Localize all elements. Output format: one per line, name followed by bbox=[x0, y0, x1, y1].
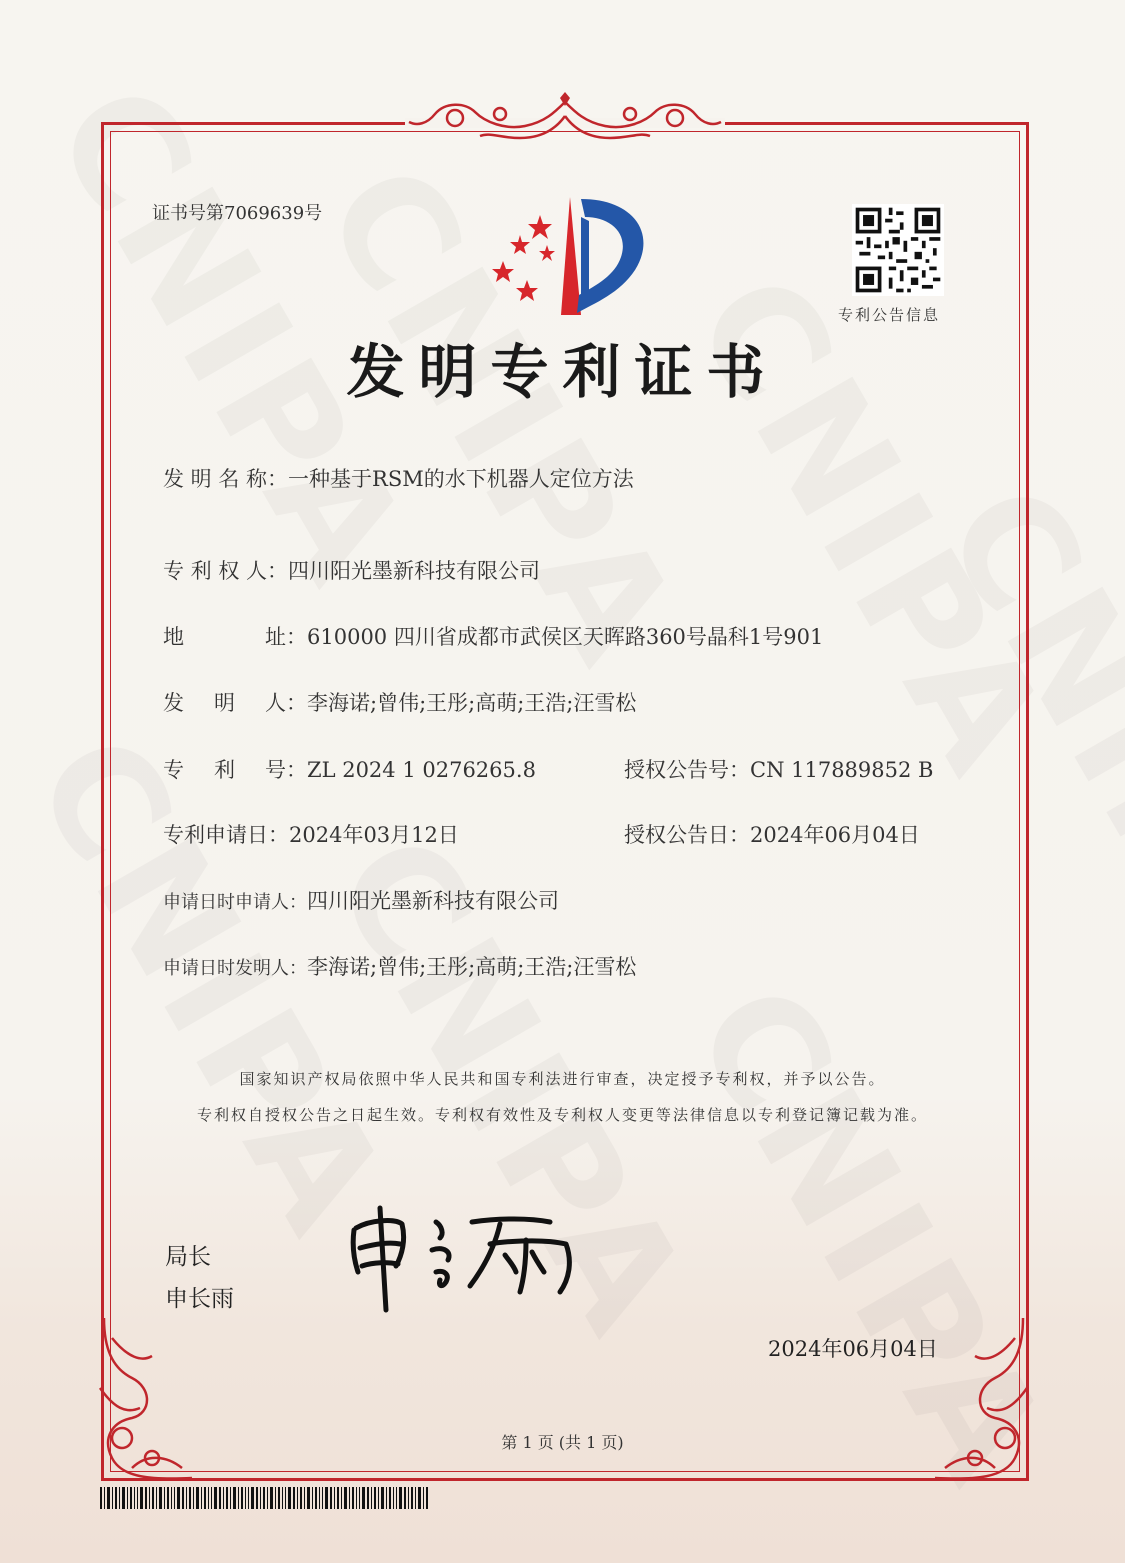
field-label: 专利申请日： bbox=[163, 823, 289, 847]
field-label: 发 明 名 称： bbox=[163, 467, 289, 491]
field-label: 明 bbox=[214, 691, 235, 715]
announcement-number-row bbox=[624, 754, 933, 784]
applicant-at-filing-value: 四川阳光墨新科技有限公司 bbox=[307, 889, 559, 913]
field-label: 专 利 权 人： bbox=[163, 559, 289, 583]
patent-number-row bbox=[163, 754, 536, 784]
signing-date: 2024年06月04日 bbox=[768, 1337, 938, 1361]
page-title: 发明专利证书 bbox=[346, 338, 779, 406]
field-label: 授权公告日： bbox=[624, 823, 750, 847]
certificate-number: 证书号第7069639号 bbox=[152, 203, 323, 224]
field-label: 专 bbox=[163, 758, 184, 782]
inventor-row bbox=[163, 687, 636, 717]
field-label: 授权公告号： bbox=[624, 758, 750, 782]
application-date-row bbox=[163, 819, 459, 849]
field-label: 址： bbox=[265, 625, 307, 649]
application-date-value: 2024年03月12日 bbox=[289, 823, 459, 847]
announcement-date-row bbox=[624, 819, 920, 849]
address-row bbox=[163, 621, 823, 651]
bottom-left-ornament-icon bbox=[92, 1318, 202, 1488]
announcement-date-value: 2024年06月04日 bbox=[750, 823, 920, 847]
announcement-number-value: CN 117889852 B bbox=[750, 758, 934, 782]
legal-notice-line: 国家知识产权局依照中华人民共和国专利法进行审查，决定授予专利权，并予以公告。 bbox=[239, 1070, 886, 1088]
director-signature-icon bbox=[340, 1200, 590, 1315]
field-label: 地 bbox=[163, 625, 184, 649]
director-name: 申长雨 bbox=[165, 1286, 234, 1312]
address-value: 610000 四川省成都市武侯区天晖路360号晶科1号901 bbox=[307, 625, 824, 649]
field-label: 申请日时发明人： bbox=[163, 958, 307, 979]
field-label: 申请日时申请人： bbox=[163, 892, 307, 913]
bottom-right-ornament-icon bbox=[925, 1318, 1035, 1488]
qr-label: 专利公告信息 bbox=[838, 306, 941, 324]
legal-notice-line: 专利权自授权公告之日起生效。专利权有效性及专利权人变更等法律信息以专利登记簿记载为准。 bbox=[196, 1106, 928, 1124]
applicant-at-filing-row bbox=[163, 885, 559, 915]
invention-name-value: 一种基于RSM的水下机器人定位方法 bbox=[288, 467, 634, 491]
patentee-value: 四川阳光墨新科技有限公司 bbox=[288, 559, 541, 583]
inventor-value: 李海诺;曾伟;王彤;高萌;王浩;汪雪松 bbox=[307, 691, 637, 715]
cnipa-logo-icon bbox=[485, 195, 650, 320]
director-title: 局长 bbox=[165, 1244, 211, 1270]
field-label: 人： bbox=[265, 691, 307, 715]
inventor-at-filing-row bbox=[163, 951, 636, 981]
top-ornament-icon bbox=[405, 92, 725, 150]
barcode-icon bbox=[100, 1487, 428, 1509]
inventor-at-filing-value: 李海诺;曾伟;王彤;高萌;王浩;汪雪松 bbox=[307, 955, 637, 979]
field-label: 发 bbox=[163, 691, 184, 715]
field-label: 号： bbox=[265, 758, 307, 782]
qr-code[interactable] bbox=[852, 204, 944, 296]
field-label: 利 bbox=[214, 758, 235, 782]
page-number: 第 1 页 (共 1 页) bbox=[501, 1433, 624, 1452]
patent-number-value: ZL 2024 1 0276265.8 bbox=[307, 758, 536, 782]
qr-code-icon bbox=[852, 204, 944, 296]
invention-name-row bbox=[163, 463, 634, 493]
patentee-row bbox=[163, 555, 540, 585]
